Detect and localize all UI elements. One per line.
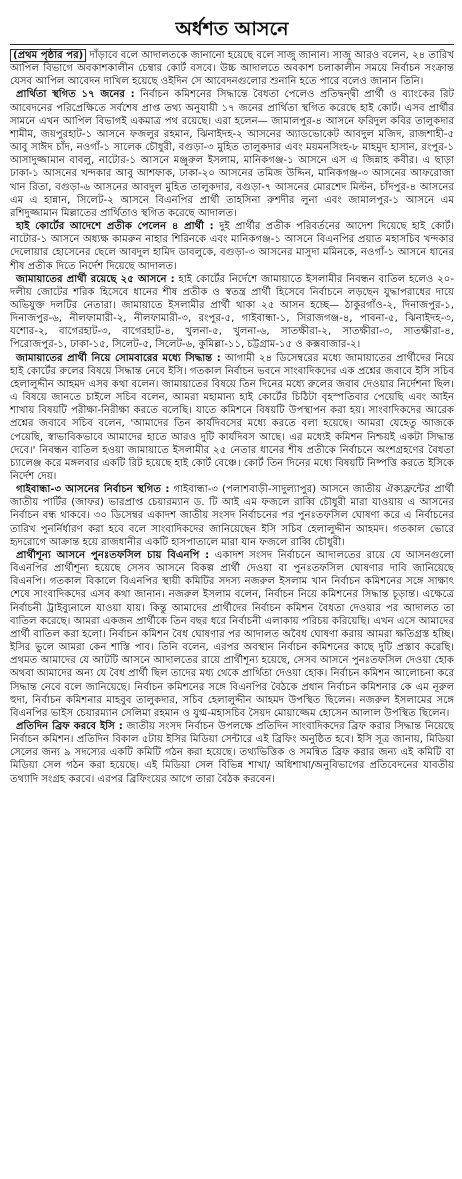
paragraph-briefing [10,720,454,786]
paragraph-jamaat-decision [10,352,454,484]
paragraph-text: দুই প্রার্থীর প্রতীক পরিবর্তনের আদেশ দিয়েছে হাই কোর্ট। নাটোর-১ আসনে অধ্যক্ষ কামরুন নাহার শিরিনকে এবং মানিকগঞ্জ-১ আসনে বিএনপির প্রয়াত মহাসচিব খন্দকার দেলোয়ার হোসেনের ছেলে আবদুল হামিদ ডাবলুকে, বগুড়া-৩ আসনের মাসুদা মমিনকে, নওগাঁ-১ আসনে ধানের শীষ প্রতীক দিতে নির্দেশ দিয়েছে আদালত। [10,221,454,272]
paragraph-continued [10,49,454,88]
subheading: প্রার্থীশূন্য আসনে পুনঃতফসিল চায় বিএনপি : [16,549,210,561]
previous-article-tail [10,0,454,13]
paragraph-text: জাতীয় সংসদ নির্বাচন উপলক্ষে প্রতিদিন সাংবাদিকদের ব্রিফ করার সিদ্ধান্ত নিয়েছে নির্বাচন কমিশন। প্রতিদিন বিকাল ৫টায় ইসির মিডিয়া সেন্টারে এই ব্রিফিং অনুষ্ঠিত হবে। ইসি সূত্র জানায়, মিডিয়া সেলের জন্য ৯ সদস্যের একটি কমিটি গঠন করা হয়েছে। তথ্যভিত্তিক ও সমন্বিত ব্রিফ করার জন্য এই কমিটি বা মিডিয়া সেল গঠন করা হয়েছে। এই মিডিয়া সেল বিভিন্ন শাখা/ অধিশাখা/অনুবিভাগের প্রতিবেদনের যাবতীয় তথ্যাদি সংগ্রহ করবে। এরপর ব্রিফিংয়ের আগে তারা বৈঠক করবেন। [10,720,454,785]
paragraph-jamaat-seats [10,273,454,352]
subheading: প্রার্থিতা স্থগিত ১৭ জনের : [16,89,135,101]
subheading: জামায়াতের প্রার্থী রয়েছে ২৫ আসনে : [16,273,175,285]
headline: অর্ধশত আসনে [175,18,289,40]
paragraph-text: একাদশ সংসদ নির্বাচনে আদালতের রায়ে যে আসনগুলো বিএনপির প্রার্থীশূন্য হয়েছে সেসব আসনে বিকল্প প্রার্থী দেওয়া বা পুনঃতফসিল ঘোষণার দাবি জানিয়েছে বিএনপি। গতকাল বিকালে বিএনপির স্থায়ী কমিটির সদস্য নজরুল ইসলাম খান নির্বাচন কমিশনের সঙ্গে সাক্ষাৎ শেষে সাংবাদিকদের এসব কথা জানান। নজরুল ইসলাম বলেন, নির্বাচন নিয়ে কমিশনের সিদ্ধান্ত চূড়ান্ত। এক্ষেত্রে নির্বাচনী ট্রাইব্যুনালে যাওয়া যায়। কিন্তু আমাদের প্রার্থীদের নির্বাচন কমিশন বৈধতা দেওয়ার পর আদালত তা বাতিল করেছে। আমরা একজন প্রার্থীকে তিন বছর ধরে নির্বাচনী এলাকায় পরিচয় করিয়েছি। এখন এসে আমাদের প্রার্থী বাতিল করা হলো। নির্বাচন কমিশন বৈধ ঘোষণার পর আদালত অবৈধ ঘোষণা করায় আমরা ক্ষতিগ্রস্ত হচ্ছি। ইসির ভুলে আমরা কেন শাস্তি পাব। তিনি বলেন, এরপর অবস্থান নির্বাচন কমিশনের কাছে দুটি প্রস্তাব করেছি। প্রথমত আমাদের যে আটটি আসনে আদালতের রায়ে প্রার্থীশূন্য হয়েছে, সেসব আসনে পুনঃতফসিল দেওয়া হোক অথবা আমাদের অন্য যে বৈধ প্রার্থী ছিল তাদের মধ্য থেকে প্রার্থিতা দেওয়া হোক। নির্বাচন কমিশন আলোচনা করে সিদ্ধান্ত নেবে বলে জানিয়েছে। নির্বাচন কমিশনের সঙ্গে বিএনপির বৈঠকে প্রধান নির্বাচন কমিশনার কে এম নূরুল হুদা, নির্বাচন কমিশনার মাহবুব তালুকদার, সচিব হেলালুদ্দীন আহমদ উপস্থিত ছিলেন। নজরুল ইসলামের সঙ্গে বিএনপির ভাইস চেয়ারম্যান সেলিমা রহমান ও যুগ্ম-মহাসচিব সৈয়দ মোয়াজ্জেম হোসেন আলাল উপস্থিত ছিলেন। [10,549,455,719]
paragraph-text: গাইবান্ধা-৩ (পলাশবাড়ী-সাদুল্যাপুর) আসনে জাতীয় ঐক্যফ্রন্টের প্রার্থী জাতীয় পার্টির (জাফর) ভারপ্রাপ্ত চেয়ারম্যান ড. টি আই এম ফজলে রাব্বি চৌধুরী মারা যাওয়ায় এ আসনের নির্বাচন বন্ধ থাকবে। ৩০ ডিসেম্বর একাদশ জাতীয় সংসদ নির্বাচনের পর পুনঃতফসিল ঘোষণা করে এ নির্বাচনের তারিখ পুনর্নির্ধারণ করা হবে বলে সাংবাদিকদের জানিয়েছেন ইসি সচিব হেলালুদ্দীন আহমদ। গতকাল ভোরে হৃদরোগে আক্রান্ত হয়ে রাজধানীর একটি হাসপাতালে মারা যান ফজলে রাব্বি চৌধুরী। [10,484,454,548]
paragraph-text: নির্বাচন কমিশনের সিদ্ধান্তে বৈধতা পেলেও প্রতিদ্বন্দ্বী প্রার্থী ও ব্যাংকের রিট আবেদনের পরিপ্রেক্ষিতে সর্বশেষ প্রাপ্ত তথ্য অনুযায়ী ১৭ জনের প্রার্থিতা স্থগিত করেছে হাই কোর্ট। এসব প্রার্থীর সামনে এখন আপিল বিভাগই একমাত্র পথ রয়েছে। এরা হলেন— জামালপুর-৪ আসনে ফরিদুল কবির তালুকদার শামীম, জয়পুরহাট-১ আসনে ফজলুর রহমান, ঝিনাইদহ-২ আসনের অ্যাডভোকেট আবদুল মজিদ, রাজশাহী-৫ আবু সাঈদ চাঁদ, নওগাঁ-১ সালেক চৌধুরী, বগুড়া-৩ মুহিত তালুকদার এবং ময়মনসিংহ-৮ মাহমুদ হাসান, রংপুর-১ আসাদুজ্জামান বাবলু, নাটোর-১ আসনে মঞ্জুরুল ইসলাম, মানিকগঞ্জ-১ আসনে এস এ জিন্নাহ কবীর। এ ছাড়া ঢাকা-১ আসনের খন্দকার আবু আশফাক, ঢাকা-২০ আসনের তমিজ উদ্দিন, মানিকগঞ্জ-৩ আসনের আফরোজা খান রিতা, বগুড়া-৬ আসনের আবদুল মুহিত তালুকদার, বগুড়া-৭ আসনের মোরশেদ মিল্টন, চাঁদপুর-৪ আসনের এম এ হান্নান, সিলেট-২ আসনে বিএনপির প্রার্থী তাহসিনা রুশদীর লুনা এবং জামালপুর-১ আসনে এম রশিদুজ্জামান মিল্লাতের প্রার্থিতাও স্থগিত করেছে আদালত। [10,89,455,219]
subheading: গাইবান্ধা-৩ আসনের নির্বাচন স্থগিত : [16,484,170,496]
paragraph-text: আগামী ২৪ ডিসেম্বরের মধ্যে জামায়াতের প্রার্থীদের নিয়ে হাই কোর্টের রুলের বিষয়ে সিদ্ধান্ত নেবে ইসি। গতকাল নির্বাচন ভবনে সাংবাদিকদের এক প্রশ্নের জবাবে ইসি সচিব হেলালুদ্দীন আহমদ এসব কথা বলেন। জামায়াতের বিষয়ে তিন দিনের মধ্যে রুলের জবাব দেওয়ার নির্দেশনা ছিল। এ বিষয়ে জানতে চাইলে সচিব বলেন, আমরা মহামান্য হাই কোর্টের চিঠিটা বৃহস্পতিবার পেয়েছি এবং আইন শাখায় বিষয়টি পরীক্ষা-নিরীক্ষা করতে বলেছি। যাতে কমিশনে বিষয়টি উপস্থাপন করা হয়। সাংবাদিকদের আরেক প্রশ্নের জবাবে সচিব বলেন, 'আমাদের তিন কার্যদিবসের মধ্যে করতে বলা হয়েছে। আমরা যেহেতু আজকে পেয়েছি, স্বাভাবিকভাবে আমাদের হাতে আরও দুটি কার্যদিবস আছে। এর মধ্যেই কমিশন নিশ্চয়ই একটা সিদ্ধান্ত দেবে।' নিবন্ধন বাতিল হওয়া জামায়াতে ইসলামীর ২৫ নেতার ধানের শীষ প্রতীকে নির্বাচনে অংশগ্রহণের বৈধতা চ্যালেঞ্জ করে মঙ্গলবার একটি রিট হয়েছে হাই কোর্ট বেঞ্চে। কোর্ট তিন দিনের মধ্যে বিষয়টি নিষ্পত্তি করতে ইসিকে নির্দেশ দেয়। [10,352,454,482]
headline-rule [10,44,454,45]
subheading: প্রতিদিন ব্রিফ করবে ইসি : [16,720,123,732]
paragraph-reschedule [10,549,454,720]
paragraph-text: হাই কোর্টের নির্দেশে জামায়াতে ইসলামীর নিবন্ধন বাতিল হলেও ২০-দলীয় জোটের শরিক হিসেবে ধানের শীষ প্রতীক ও স্বতন্ত্র প্রার্থী হিসেবে নির্বাচনে লড়ছেন যুদ্ধাপরাধের দায়ে অভিযুক্ত দলটির নেতারা। জামায়াতে ইসলামীর প্রার্থী থাকা ২৫ আসন হচ্ছে— ঠাকুরগাঁও-২, দিনাজপুর-১, দিনাজপুর-৬, নীলফামারী-২, নীলফামারী-৩, রংপুর-৫, গাইবান্ধা-১, সিরাজগঞ্জ-৪, পাবনা-৫, ঝিনাইদহ-৩, যশোর-২, বাগেরহাট-৩, বাগেরহাট-৪, খুলনা-৫, খুলনা-৬, সাতক্ষীরা-২, সাতক্ষীরা-৩, সাতক্ষীরা-৪, পিরোজপুর-১, ঢাকা-১৫, সিলেট-৫, সিলেট-৬, কুমিল্লা-১১, চট্টগ্রাম-১৫ ও কক্সবাজার-২। [10,273,454,351]
paragraph-candidacy-stayed [10,88,454,220]
paragraph-symbols [10,220,454,273]
continuation-label: (প্রথম পৃষ্ঠার পর) [10,49,86,62]
paragraph-text: দাঁড়াবে বলে আদালতকে জানানো হয়েছে বলে সাজু জানান। সাজু আরও বলেন, ২৪ তারিখ আপিল বিভাগে অবকাশকালীন চেম্বার কোর্ট বসবে। উচ্চ আদালতে অবকাশ চলাকালীন সময়ে নির্বাচন সংক্রান্ত যেসব আপিল আবেদন দাখিল হয়েছে ওইদিন সে আবেদনগুলোর শুনানি হতে পারে বলেও জানান তিনি। [10,50,454,88]
subheading: জামায়াতের প্রার্থী নিয়ে সোমবারের মধ্যে সিদ্ধান্ত : [16,352,221,364]
paragraph-gaibandha [10,483,454,549]
subheading: হাই কোর্টের আদেশে প্রতীক পেলেন ৪ প্রার্থী : [16,221,214,233]
